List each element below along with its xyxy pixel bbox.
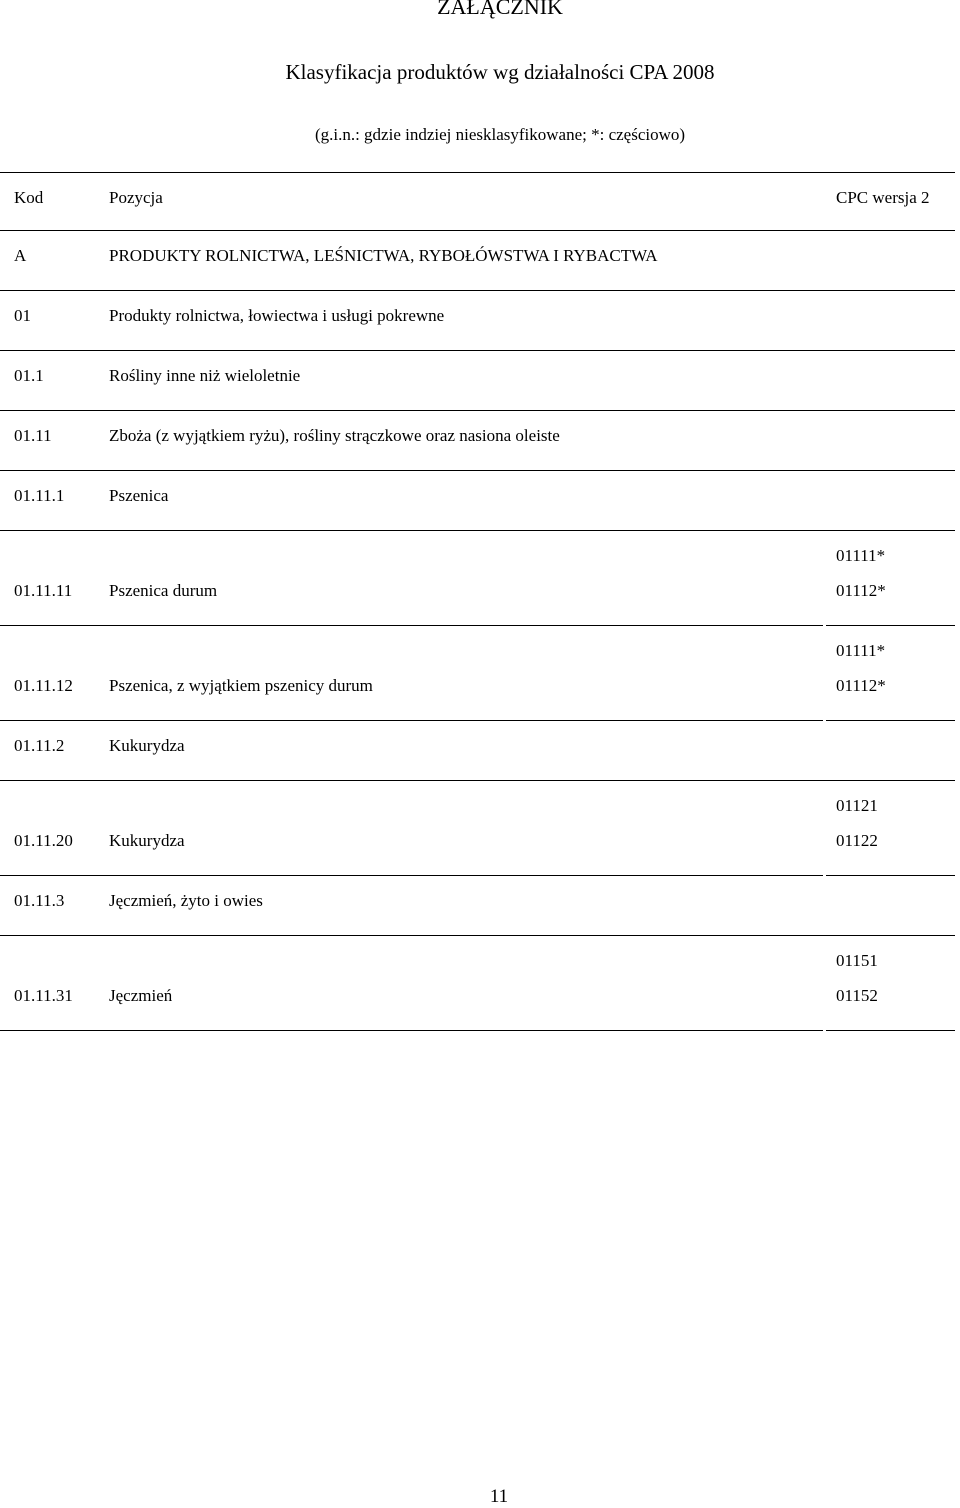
row-rule	[0, 350, 955, 351]
row-rule	[0, 720, 823, 721]
header-rule	[0, 230, 955, 231]
row-pozycja: Pszenica, z wyjątkiem pszenicy durum	[109, 676, 373, 695]
row-rule	[0, 625, 823, 626]
row-pozycja: Kukurydza	[109, 736, 185, 755]
row-rule	[0, 410, 955, 411]
legend-note: (g.i.n.: gdzie indziej niesklasyfikowane; *: częściowo)	[314, 125, 686, 144]
row-pozycja: Pszenica durum	[109, 581, 218, 600]
row-kod: 01.11.11	[14, 581, 73, 600]
row-cpc-code: 01151	[836, 951, 878, 970]
row-kod: 01.1	[14, 366, 44, 385]
row-rule-cpc	[826, 720, 955, 721]
row-kod: 01.11	[14, 426, 52, 445]
row-pozycja: Rośliny inne niż wieloletnie	[109, 366, 301, 385]
row-kod: 01	[14, 306, 31, 325]
row-cpc-code: 01112*	[836, 676, 886, 695]
row-cpc-code: 01121	[836, 796, 878, 815]
column-header-pozycja: Pozycja	[109, 188, 163, 207]
row-rule-cpc	[826, 1030, 955, 1031]
row-rule	[0, 290, 955, 291]
row-pozycja: Pszenica	[109, 486, 169, 505]
row-pozycja: Produkty rolnictwa, łowiectwa i usługi pokrewne	[109, 306, 445, 325]
row-pozycja: Jęczmień, żyto i owies	[109, 891, 263, 910]
row-kod: 01.11.1	[14, 486, 65, 505]
row-rule-cpc	[826, 875, 955, 876]
row-cpc-code: 01112*	[836, 581, 886, 600]
row-rule	[0, 1030, 823, 1031]
row-kod: 01.11.3	[14, 891, 65, 910]
row-cpc-code: 01111*	[836, 641, 886, 660]
row-rule	[0, 470, 955, 471]
column-header-kod: Kod	[14, 188, 44, 207]
row-kod: 01.11.12	[14, 676, 73, 695]
row-pozycja: PRODUKTY ROLNICTWA, LEŚNICTWA, RYBOŁÓWSTWA I RYBACTWA	[109, 246, 658, 265]
row-pozycja: Kukurydza	[109, 831, 185, 850]
column-header-cpc: CPC wersja 2	[836, 188, 930, 207]
row-kod: A	[14, 246, 27, 265]
row-cpc-code: 01122	[836, 831, 878, 850]
document-title: Klasyfikacja produktów wg działalności CPA 2008	[285, 60, 715, 84]
row-kod: 01.11.2	[14, 736, 65, 755]
row-rule	[0, 780, 955, 781]
row-cpc-code: 01152	[836, 986, 878, 1005]
row-kod: 01.11.31	[14, 986, 73, 1005]
row-rule	[0, 935, 955, 936]
row-pozycja: Zboża (z wyjątkiem ryżu), rośliny strączkowe oraz nasiona oleiste	[109, 426, 560, 445]
table-top-rule	[0, 172, 955, 173]
annex-title: ZAŁĄCZNIK	[437, 0, 563, 19]
row-rule	[0, 875, 823, 876]
row-cpc-code: 01111*	[836, 546, 886, 565]
row-rule-cpc	[826, 625, 955, 626]
row-rule	[0, 530, 955, 531]
row-pozycja: Jęczmień	[109, 986, 173, 1005]
row-kod: 01.11.20	[14, 831, 73, 850]
page-number: 11	[489, 1486, 509, 1507]
